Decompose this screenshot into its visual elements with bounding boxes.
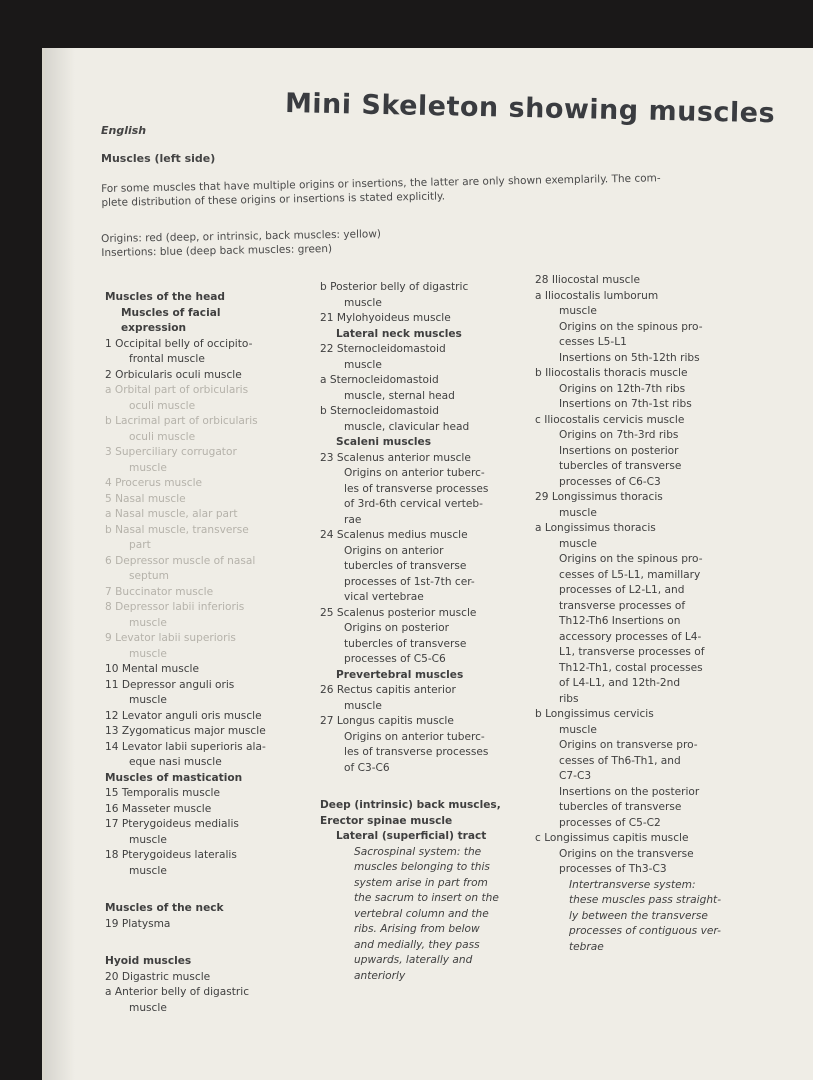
list-item: 13 Zygomaticus major muscle [105,725,266,737]
list-item: cesses of Th6-Th1, and [559,754,681,767]
list-item: Origins on 7th-3rd ribs [559,429,679,441]
list-item: tubercles of transverse [559,460,682,472]
list-item: the sacrum to insert on the [354,892,499,904]
page-gutter-shadow [45,48,75,1080]
list-item: 1 Occipital belly of occipito- [105,337,253,350]
list-item: Origins on anterior tuberc- [344,467,485,479]
list-item: ly between the transverse [569,909,708,922]
subsection-heading: Scaleni muscles [336,436,432,448]
list-item: muscle [129,461,167,474]
subsection-heading: Deep (intrinsic) back muscles, [320,799,501,811]
subsection-heading: Muscles of the head [105,291,225,303]
list-item: vical vertebrae [344,591,424,603]
list-item: and medially, they pass [354,938,480,951]
subsection-heading: Hyoid muscles [105,955,192,967]
list-item: b Sternocleidomastoid [320,405,439,417]
list-item: b Posterior belly of digastric [320,281,469,293]
list-item: 19 Platysma [105,917,171,930]
list-item: these muscles pass straight- [569,894,722,906]
list-item: 11 Depressor anguli oris [105,678,235,691]
list-item: processes of 1st-7th cer- [344,575,475,588]
list-item: ribs [559,692,579,705]
list-item: muscle [344,296,382,309]
list-item: b Iliocostalis thoracis muscle [535,367,688,379]
list-item: muscle [559,723,597,736]
subsection-heading: Muscles of facial [121,306,221,319]
list-item: processes of contiguous ver- [569,925,721,937]
list-item: muscle [344,358,382,371]
list-item: 2 Orbicularis oculi muscle [105,368,242,381]
list-item: processes of C6-C3 [559,475,661,488]
insertions-legend: Insertions: blue (deep back muscles: green) [101,242,333,259]
list-item: muscle [129,616,167,629]
list-item: cesses of L5-L1, mamillary [559,568,701,581]
list-item: tebrae [569,940,604,953]
intro-paragraph [101,170,701,210]
list-item: muscle [559,506,597,519]
list-item: eque nasi muscle [129,756,222,768]
list-item: L1, transverse processes of [559,646,705,658]
book-page [42,48,813,1080]
list-item: Origins on anterior tuberc- [344,730,485,743]
list-item: oculi muscle [129,399,196,412]
list-item: a Sternocleidomastoid [320,374,439,386]
list-item: 28 Iliocostal muscle [535,274,640,286]
subsection-heading: expression [121,322,187,334]
list-item: Insertions on 5th-12th ribs [559,351,700,364]
list-item: muscle [559,305,597,317]
language-label: English [101,124,147,137]
column-middle [320,280,530,984]
list-item: Origins on 12th-7th ribs [559,382,686,395]
subsection-heading: Erector spinae muscle [320,814,453,827]
list-item: Origins on the spinous pro- [559,553,703,565]
list-item: frontal muscle [129,353,205,365]
list-item: processes of Th3-C3 [559,863,667,875]
list-item: 12 Levator anguli oris muscle [105,709,262,722]
color-legend [101,225,501,260]
list-item: 27 Longus capitis muscle [320,715,454,727]
list-item: C7-C3 [559,770,592,782]
list-item: muscle [129,864,167,877]
list-item: b Lacrimal part of orbicularis [105,415,258,427]
list-item: muscle, clavicular head [344,420,470,433]
list-item: tubercles of transverse [344,560,467,572]
list-item: Origins on the transverse [559,847,694,860]
list-item: vertebral column and the [354,907,489,920]
list-item: Origins on the spinous pro- [559,320,703,333]
list-item: 3 Superciliary corrugator [105,446,237,458]
list-item: 9 Levator labii superioris [105,632,236,644]
list-item: Th12-Th6 Insertions on [559,615,681,627]
list-item: a Iliocostalis lumborum [535,289,659,302]
subsection-heading: Lateral (superficial) tract [336,830,487,842]
list-item: muscle [129,833,167,846]
list-item: 16 Masseter muscle [105,802,212,815]
spacer [105,879,355,901]
list-item: transverse processes of [559,599,686,612]
list-item: les of transverse processes [344,746,489,758]
list-item: 25 Scalenus posterior muscle [320,606,477,619]
list-item: of L4-L1, and 12th-2nd [559,677,681,689]
spacer [105,932,355,954]
column-left [105,290,355,1016]
list-item: Origins on anterior [344,544,444,557]
list-item: part [129,539,151,551]
list-item: 29 Longissimus thoracis [535,491,663,503]
list-item: a Orbital part of orbicularis [105,384,249,396]
list-item: les of transverse processes [344,482,489,495]
list-item: 15 Temporalis muscle [105,787,221,799]
list-item: b Longissimus cervicis [535,708,654,720]
subsection-heading: Muscles of mastication [105,771,243,784]
list-item: septum [129,570,169,582]
list-item: system arise in part from [354,876,488,889]
list-item: 21 Mylohyoideus muscle [320,312,451,324]
list-item: 6 Depressor muscle of nasal [105,554,256,567]
list-item: c Iliocostalis cervicis muscle [535,413,685,426]
list-item: tubercles of transverse [344,637,467,650]
list-item: Insertions on the posterior [559,785,700,798]
list-item: processes of C5-C6 [344,653,446,665]
list-item: a Nasal muscle, alar part [105,508,238,520]
list-item: Insertions on posterior [559,444,679,457]
list-item: muscle [344,699,382,712]
intro-line: plete distribution of these origins or insertions is stated explicitly. [101,190,446,209]
list-item: 20 Digastric muscle [105,970,211,983]
list-item: 10 Mental muscle [105,663,200,675]
list-item: upwards, laterally and [354,954,473,966]
intro-line: For some muscles that have multiple origins or insertions, the latter are only shown exemplarily. The com- [101,172,661,195]
list-item: 4 Procerus muscle [105,477,203,489]
list-item: 5 Nasal muscle [105,492,186,505]
list-item: ribs. Arising from below [354,923,480,935]
list-item: 24 Scalenus medius muscle [320,529,468,541]
origins-legend: Origins: red (deep, or intrinsic, back muscles: yellow) [101,228,382,245]
spacer [320,776,530,798]
list-item: rae [344,513,362,526]
page-title: Mini Skeleton showing muscles [284,88,776,130]
list-item: a Longissimus thoracis [535,522,656,534]
subsection-heading: Muscles of the neck [105,902,224,914]
list-item: processes of C5-C2 [559,816,661,829]
section-heading: Muscles (left side) [101,152,216,165]
list-item: 22 Sternocleidomastoid [320,343,446,355]
list-item: Sacrospinal system: the [354,845,482,858]
list-item: 8 Depressor labii inferioris [105,601,245,613]
list-item: of C3-C6 [344,761,390,774]
list-item: cesses L5-L1 [559,336,627,348]
list-item: 17 Pterygoideus medialis [105,818,239,830]
list-item: Origins on posterior [344,622,450,634]
list-item: processes of L2-L1, and [559,584,685,596]
list-item: 7 Buccinator muscle [105,585,214,598]
list-item: 26 Rectus capitis anterior [320,684,456,696]
column-right [535,273,755,955]
list-item: 14 Levator labii superioris ala- [105,740,266,753]
list-item: muscle [129,647,167,660]
list-item: muscle, sternal head [344,389,455,402]
list-item: of 3rd-6th cervical verteb- [344,498,483,510]
list-item: 23 Scalenus anterior muscle [320,451,471,464]
list-item: oculi muscle [129,430,196,443]
list-item: muscle [129,694,167,706]
list-item: Intertransverse system: [569,878,696,891]
list-item: 18 Pterygoideus lateralis [105,849,237,861]
subsection-heading: Prevertebral muscles [336,668,464,681]
list-item: muscle [559,537,597,550]
list-item: anteriorly [354,969,406,982]
list-item: b Nasal muscle, transverse [105,523,249,536]
list-item: muscle [129,1001,167,1014]
list-item: Insertions on 7th-1st ribs [559,398,692,410]
subsection-heading: Lateral neck muscles [336,327,462,340]
list-item: tubercles of transverse [559,801,682,813]
list-item: Origins on transverse pro- [559,739,698,751]
list-item: a Anterior belly of digastric [105,986,250,998]
list-item: c Longissimus capitis muscle [535,832,689,844]
list-item: accessory processes of L4- [559,630,702,643]
list-item: Th12-Th1, costal processes [559,661,703,674]
list-item: muscles belonging to this [354,861,490,873]
